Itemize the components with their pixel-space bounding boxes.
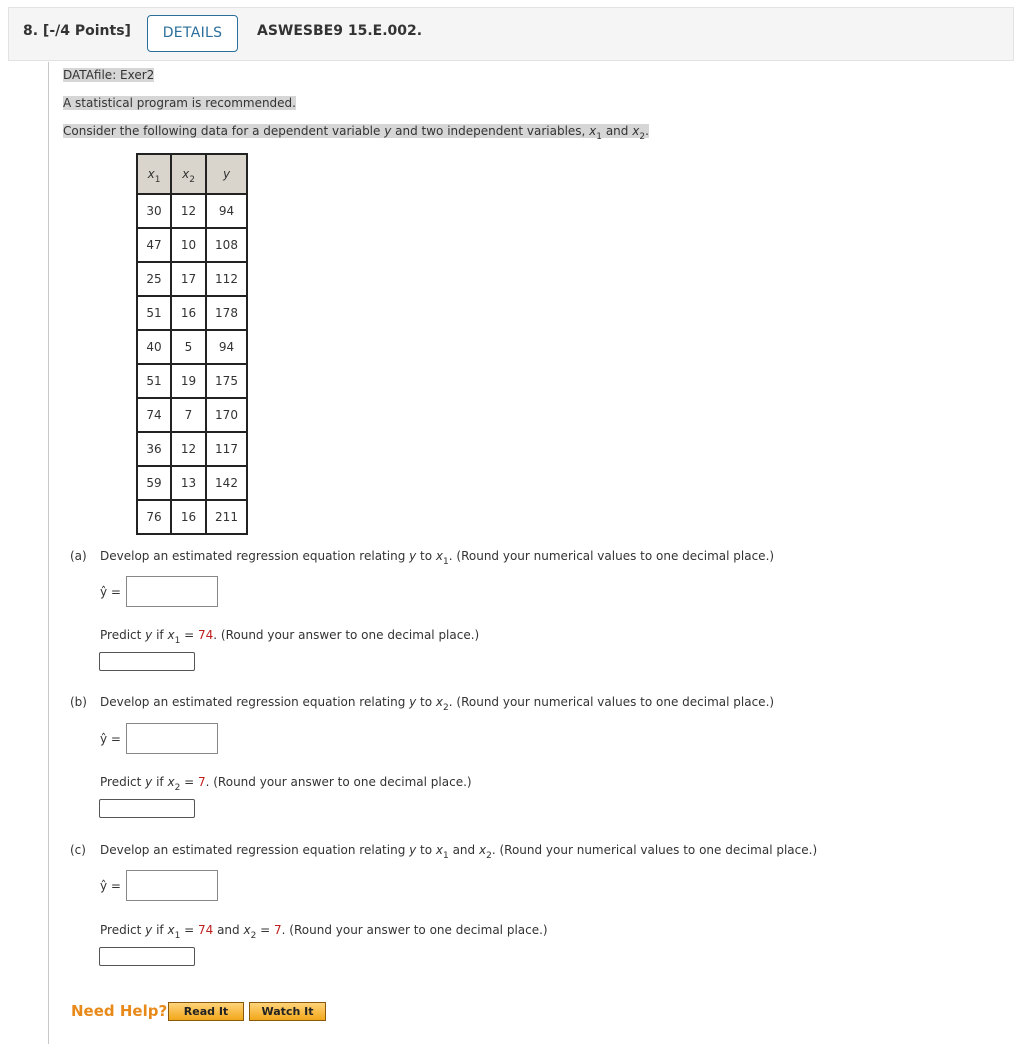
table-row: 51 16 178	[137, 296, 247, 330]
header-x2: $x_2$	[171, 154, 206, 194]
part-a-prediction-input[interactable]	[99, 652, 195, 671]
table-row: 25 17 112	[137, 262, 247, 296]
part-b-question: (b) Develop an estimated regression equation relating y to $x_2$. (Round your numerical values to one decimal place.)	[70, 695, 775, 713]
part-b-prediction-input[interactable]	[99, 799, 195, 818]
table-row: 47 10 108	[137, 228, 247, 262]
problem-prompt: Consider the following data for a dependent variable y and two independent variables, $x_1$ and $x_2$.	[63, 124, 649, 142]
table-row: 40 5 94	[137, 330, 247, 364]
table-row: 76 16 211	[137, 500, 247, 534]
need-help-label: Need Help?	[71, 1002, 168, 1020]
part-c-yhat-label: ŷ =	[100, 879, 121, 893]
details-button[interactable]: DETAILS	[147, 15, 238, 52]
table-row: 51 19 175	[137, 364, 247, 398]
table-row: 59 13 142	[137, 466, 247, 500]
read-it-button[interactable]: Read It	[168, 1002, 244, 1021]
watch-it-button[interactable]: Watch It	[249, 1002, 326, 1021]
part-b-predict-text: Predict y if $x_2 = 7$. (Round your answer to one decimal place.)	[100, 775, 472, 793]
part-a-predict-text: Predict y if $x_1 = 74$. (Round your answer to one decimal place.)	[100, 628, 480, 646]
part-b-equation-input[interactable]	[126, 723, 218, 754]
header-x1: $x_1$	[137, 154, 171, 194]
table-row: 36 12 117	[137, 432, 247, 466]
recommendation-text: A statistical program is recommended.	[63, 96, 296, 110]
header-y: y	[206, 154, 247, 194]
part-c-prediction-input[interactable]	[99, 947, 195, 966]
part-a-yhat-label: ŷ =	[100, 585, 121, 599]
table-row: 74 7 170	[137, 398, 247, 432]
question-number: 8. [-/4 Points]	[23, 23, 131, 39]
question-header	[8, 7, 1014, 61]
datafile-label: DATAfile: Exer2	[63, 68, 155, 82]
part-a-question: (a) Develop an estimated regression equation relating y to $x_1$. (Round your numerical values to one decimal place.)	[70, 549, 775, 567]
part-c-question: (c) Develop an estimated regression equation relating y to $x_1$ and $x_2$. (Round your numerical values to one decimal place.)	[70, 843, 818, 861]
table-row: 30 12 94	[137, 194, 247, 228]
part-c-predict-text: Predict y if $x_1 = 74$ and $x_2 = 7$. (Round your answer to one decimal place.)	[100, 923, 548, 941]
question-code: ASWESBE9 15.E.002.	[257, 23, 423, 39]
part-c-equation-input[interactable]	[126, 870, 218, 901]
data-table	[136, 153, 248, 535]
content-divider	[48, 62, 49, 1044]
part-b-yhat-label: ŷ =	[100, 732, 121, 746]
part-a-equation-input[interactable]	[126, 576, 218, 607]
